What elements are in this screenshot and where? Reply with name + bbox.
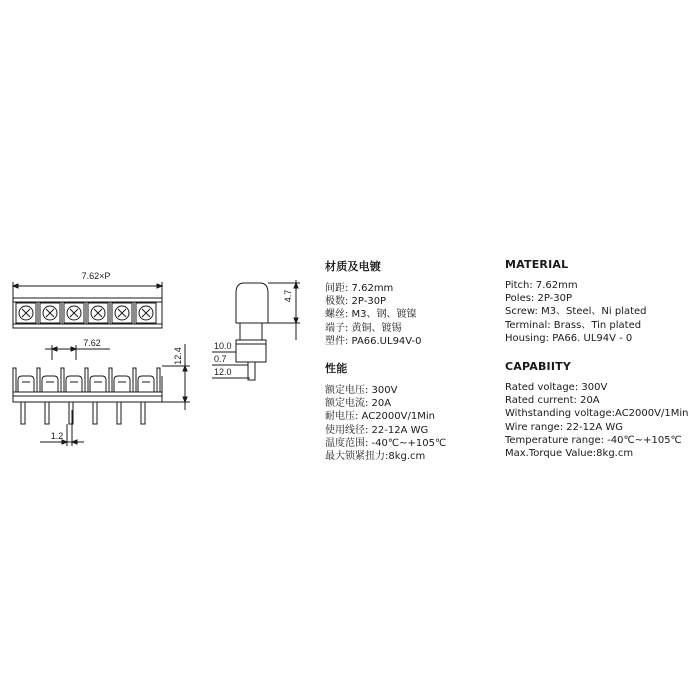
clamp-body [18, 376, 34, 392]
chinese-material-title: 材质及电镀 [325, 260, 381, 273]
english-material-item: Screw: M3、Steel、Ni plated [505, 306, 647, 318]
pin [117, 402, 121, 424]
top-width-label: 7.62×P [81, 271, 111, 281]
chinese-capability-item: 温度范围: -40℃~+105℃ [325, 437, 447, 449]
chinese-capability-item: 额定电流: 20A [325, 398, 392, 410]
side-cap [236, 283, 268, 323]
english-capability-item: Wire range: 22-12A WG [505, 421, 624, 433]
clamp-body [66, 376, 82, 392]
pin-width-label: 1.2 [50, 431, 64, 441]
top-view [13, 271, 162, 328]
pitch-label: 7.62 [83, 338, 101, 348]
barrier-wall [85, 368, 88, 392]
english-capability-list [505, 381, 688, 460]
chinese-capability-title: 性能 [325, 362, 348, 375]
barrier-wall [133, 368, 136, 392]
side-dim-07-label: 0.7 [214, 354, 227, 364]
front-pins [21, 402, 145, 424]
pin [93, 402, 97, 424]
top-terminal-cells [16, 302, 156, 324]
chinese-capability-section [325, 360, 446, 463]
english-material-item: Terminal: Brass、Tin plated [505, 319, 642, 331]
chinese-capability-item: 使用线径: 22-12A WG [325, 424, 429, 436]
barrier-wall [61, 368, 64, 392]
barrier-wall [109, 368, 112, 392]
clamp-body [42, 376, 58, 392]
english-material-title: MATERIAL [505, 258, 569, 271]
pin [141, 402, 145, 424]
side-height-label: 4.7 [283, 289, 293, 303]
english-capability-item: Temperature range: -40℃~+105℃ [505, 434, 682, 446]
english-capability-item: Max.Torque Value:8kg.cm [505, 448, 634, 460]
chinese-material-item: 螺丝: M3、钢、镀镍 [325, 309, 417, 321]
chinese-material-item: 塑件: PA66.UL94V-0 [325, 335, 422, 347]
chinese-capability-item: 耐电压: AC2000V/1Min [325, 411, 435, 423]
chinese-material-item: 间距: 7.62mm [325, 283, 394, 294]
english-material-item: Poles: 2P-30P [505, 293, 573, 305]
front-terminal-cells [13, 368, 160, 392]
english-capability-item: Withstanding voltage:AC2000V/1Min [505, 408, 689, 420]
chinese-material-section [325, 258, 422, 348]
side-pin [248, 362, 255, 380]
chinese-material-item: 端子: 黄铜、镀锡 [325, 322, 402, 334]
english-capability-section [505, 360, 688, 460]
chinese-capability-list [325, 384, 446, 463]
side-dim-12-label: 12.0 [214, 367, 232, 377]
english-material-item: Housing: PA66. UL94V - 0 [505, 332, 633, 344]
clamp-body [114, 376, 130, 392]
clamp-body [138, 376, 154, 392]
english-capability-item: Rated voltage: 300V [505, 382, 608, 393]
english-capability-title: CAPABIITY [505, 360, 571, 373]
barrier-wall [37, 368, 40, 392]
chinese-capability-item: 最大锁紧扭力:8kg.cm [325, 451, 426, 463]
chinese-material-item: 极数: 2P-30P [325, 296, 387, 308]
front-view [13, 338, 190, 446]
side-dim-10-label: 10.0 [214, 341, 232, 351]
pin [45, 402, 49, 424]
barrier-wall [157, 368, 160, 392]
english-capability-item: Rated current: 20A [505, 395, 600, 407]
clamp-body [90, 376, 106, 392]
pin [21, 402, 25, 424]
english-material-list [505, 279, 647, 345]
side-base [236, 340, 266, 362]
chinese-material-list [325, 282, 422, 348]
barrier-wall [13, 368, 16, 392]
english-material-item: Pitch: 7.62mm [505, 280, 578, 291]
english-material-section [505, 258, 647, 345]
side-view [212, 280, 300, 380]
height-label: 12.4 [173, 347, 183, 365]
chinese-capability-item: 额定电压: 300V [325, 385, 398, 396]
